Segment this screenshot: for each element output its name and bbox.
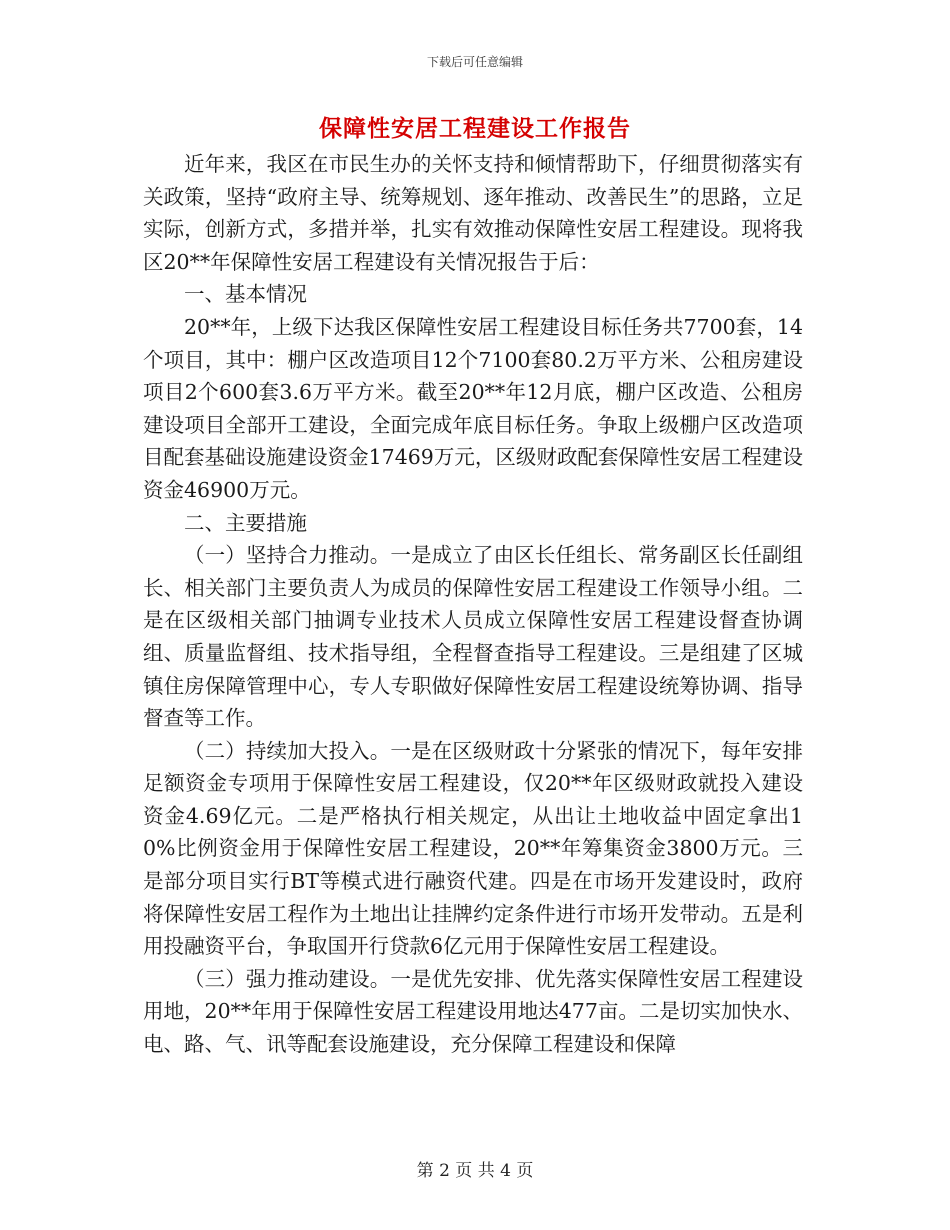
document-body (143, 148, 803, 1061)
document-title: 保障性安居工程建设工作报告 (319, 115, 631, 142)
page-number: 第 2 页 共 4 页 (416, 1161, 534, 1181)
measure-2-paragraph: （二）持续加大投入。一是在区级财政十分紧张的情况下，每年安排足额资金专项用于保障性安居工程建设，仅20**年区级财政就投入建设资金4.69亿元。二是严格执行相关规定，从出让土地收益中固定拿出10%比例资金用于保障性安居工程建设，20**年筹集资金3800万元。三是部分项目实行BT等模式进行融资代建。四是在市场开发建设时，政府将保障性安居工程作为土地出让挂牌约定条件进行市场开发带动。五是利用投融资平台，争取国开行贷款6亿元用于保障性安居工程建设。 (143, 738, 803, 959)
section-heading-main-measures: 二、主要措施 (184, 510, 307, 535)
measure-1-paragraph: （一）坚持合力推动。一是成立了由区长任组长、常务副区长任副组长、相关部门主要负责人为成员的保障性安居工程建设工作领导小组。二是在区级相关部门抽调专业技术人员成立保障性安居工程建设督查协调组、质量监督组、技术指导组，全程督查指导工程建设。三是组建了区城镇住房保障管理中心，专人专职做好保障性安居工程建设统筹协调、指导督查等工作。 (143, 543, 803, 731)
section-heading-basic-situation: 一、基本情况 (184, 282, 307, 307)
header-note: 下载后可任意编辑 (426, 55, 523, 69)
basic-situation-paragraph: 20**年，上级下达我区保障性安居工程建设目标任务共7700套，14个项目，其中：棚户区改造项目12个7100套80.2万平方米、公租房建设项目2个600套3.6万平方米。截至20**年12月底，棚户区改造、公租房建设项目全部开工建设，全面完成年底目标任务。争取上级棚户区改造项目配套基础设施建设资金17469万元，区级财政配套保障性安居工程建设资金46900万元。 (143, 314, 803, 502)
intro-paragraph: 近年来，我区在市民生办的关怀支持和倾情帮助下，仔细贯彻落实有关政策，坚持“政府主导、统筹规划、逐年推动、改善民生”的思路，立足实际，创新方式，多措并举，扎实有效推动保障性安居工程建设。现将我区20**年保障性安居工程建设有关情况报告于后： (143, 152, 803, 274)
measure-3-paragraph: （三）强力推动建设。一是优先安排、优先落实保障性安居工程建设用地，20**年用于保障性安居工程建设用地达477亩。二是切实加快水、电、路、气、讯等配套设施建设，充分保障工程建设和保障 (143, 966, 803, 1057)
